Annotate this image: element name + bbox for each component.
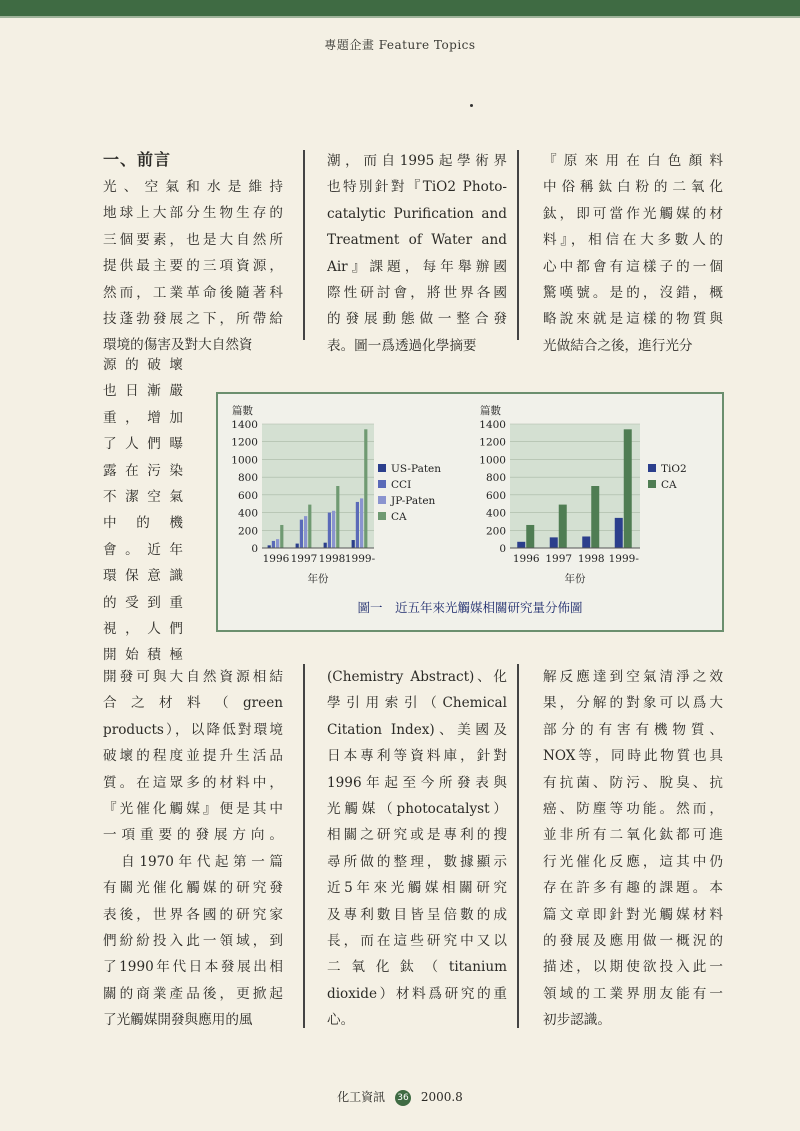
text-line: 中 的 機 xyxy=(103,515,183,532)
figure-caption: 圖一 近五年來光觸媒相關研究量分佈圖 xyxy=(357,600,583,615)
column-1-narrow xyxy=(103,352,183,669)
text-line: 有關光催化觸媒的研究發 xyxy=(103,880,283,897)
bar xyxy=(332,511,335,548)
text-line: 露在污染 xyxy=(103,462,183,479)
bar xyxy=(559,505,567,548)
text-line: 重，增加 xyxy=(103,409,183,426)
text-line: 光、空氣和水是維持 xyxy=(103,179,283,195)
text-line: 會。近年 xyxy=(103,541,183,558)
text-line: 表。圖一爲透過化學摘要 xyxy=(327,337,477,354)
y-tick-label: 200 xyxy=(237,525,258,538)
bar xyxy=(304,516,307,548)
column-2-top xyxy=(327,148,507,359)
bar xyxy=(308,505,311,548)
column-rule xyxy=(517,150,519,340)
text-line: 心。 xyxy=(327,1012,355,1029)
text-line: 『原來用在白色顏料 xyxy=(543,153,723,169)
text-line: 自1970年代起第一篇 xyxy=(103,853,283,870)
column-3-bottom xyxy=(543,664,723,1034)
text-line: 篇文章即針對光觸媒材料 xyxy=(543,906,723,923)
text-line: Treatment of Water and xyxy=(327,232,507,249)
y-tick-label: 1200 xyxy=(231,436,258,449)
x-tick-label: 1999- xyxy=(344,553,376,565)
text-line: 癌、防塵等功能。然而， xyxy=(543,801,723,818)
text-line: 一項重要的發展方向。 xyxy=(103,827,283,844)
text-line: 環境的傷害及對大自然資 xyxy=(103,337,253,354)
bar xyxy=(276,539,279,548)
text-line: 描述，以期使欲投入此一 xyxy=(543,959,723,976)
top-bar-edge xyxy=(0,16,800,18)
bar xyxy=(280,525,283,548)
y-tick-label: 0 xyxy=(251,543,258,555)
text-line: Citation Index)、美國及 xyxy=(327,721,507,738)
text-line: 了人們曝 xyxy=(103,436,183,453)
bar xyxy=(336,486,339,548)
bar xyxy=(582,536,590,548)
legend-label: JP-Paten xyxy=(391,495,436,507)
text-line: 的發展動態做一整合發 xyxy=(327,311,507,328)
text-line: 日本專利等資料庫，針對 xyxy=(327,748,507,765)
text-line: 了1990年代日本發展出相 xyxy=(103,959,283,976)
text-line: 破壞的程度並提升生活品 xyxy=(103,748,283,765)
text-line: 尋所做的整理，數據顯示 xyxy=(327,853,507,870)
x-tick-label: 1997 xyxy=(545,553,573,565)
bar xyxy=(356,502,359,548)
bar xyxy=(352,540,355,548)
x-tick-label: 1998 xyxy=(577,553,605,565)
text-line: Air』課題，每年舉辦國 xyxy=(327,258,507,275)
text-line: NOX等，同時此物質也具 xyxy=(543,748,723,765)
column-2-bottom xyxy=(327,664,507,1034)
x-axis-label: 年份 xyxy=(307,573,329,585)
text-line: 料』，相信在大多數人的 xyxy=(543,232,723,249)
text-line: 長，而在這些研究中又以 xyxy=(327,933,507,950)
text-line: 視，人們 xyxy=(103,621,183,638)
section-title: 一、前言 xyxy=(103,150,172,169)
text-line: 的發展及應用做一概況的 xyxy=(543,933,723,950)
x-tick-label: 1997 xyxy=(290,553,318,565)
text-line: 也特別針對『TiO2 Photo- xyxy=(327,179,507,196)
text-line: 合之材料（green xyxy=(103,695,283,712)
bar xyxy=(296,544,299,548)
y-tick-label: 600 xyxy=(485,489,506,502)
text-line: 光做結合之後，進行光分 xyxy=(543,337,693,354)
text-line: dioxide）材料爲研究的重 xyxy=(327,985,507,1002)
y-tick-label: 800 xyxy=(237,472,258,485)
text-line: 際性研討會，將世界各國 xyxy=(327,285,507,302)
text-line: 光觸媒（photocatalyst） xyxy=(327,801,507,818)
text-line: products），以降低對環境 xyxy=(103,721,283,738)
bar xyxy=(526,525,534,548)
text-line: 技蓬勃發展之下，所帶給 xyxy=(103,311,283,328)
x-axis-label: 年份 xyxy=(564,573,586,585)
bar xyxy=(364,429,367,548)
legend-label: TiO2 xyxy=(661,463,687,475)
text-line: 及專利數目皆呈倍數的成 xyxy=(327,906,507,923)
x-tick-label: 1998 xyxy=(318,553,346,565)
column-rule xyxy=(303,664,305,1028)
figure-1 xyxy=(216,392,724,632)
bar xyxy=(328,513,331,548)
text-line: 潮，而自1995起學術界 xyxy=(327,153,507,169)
text-line: 鈦，即可當作光觸媒的材 xyxy=(543,205,723,222)
y-tick-label: 1200 xyxy=(479,436,506,449)
chart-left xyxy=(222,398,472,598)
issue-date: 2000.8 xyxy=(420,1090,463,1104)
text-line: 質。在這眾多的材料中， xyxy=(103,774,283,791)
legend-swatch xyxy=(648,464,656,472)
text-line: 相關之研究或是專利的搜 xyxy=(327,827,507,844)
text-line: 地球上大部分生物生存的 xyxy=(103,205,283,222)
y-tick-label: 600 xyxy=(237,489,258,502)
y-tick-label: 800 xyxy=(485,472,506,485)
running-head: 專題企畫 Feature Topics xyxy=(324,38,476,52)
text-line: 環保意識 xyxy=(103,568,183,585)
text-line: 『光催化觸媒』便是其中 xyxy=(103,801,283,818)
column-1-bottom xyxy=(103,664,283,1034)
text-line: 心中都會有這樣子的一個 xyxy=(543,258,723,275)
page-number: 36 xyxy=(395,1090,411,1106)
text-line: 源的破壞 xyxy=(103,357,183,373)
text-line: 開發可與大自然資源相結 xyxy=(103,669,283,685)
print-speck xyxy=(470,104,473,107)
y-tick-label: 0 xyxy=(499,543,506,555)
text-line: 果，分解的對象可以爲大 xyxy=(543,695,723,712)
text-line: 也日漸嚴 xyxy=(103,383,183,400)
text-line: 初步認識。 xyxy=(543,1012,611,1029)
column-rule xyxy=(303,150,305,340)
text-line: 三個要素，也是大自然所 xyxy=(103,231,283,248)
text-line: 略說來就是這樣的物質與 xyxy=(543,311,723,328)
text-line: 解反應達到空氣清淨之效 xyxy=(543,669,723,685)
y-tick-label: 1000 xyxy=(231,454,258,467)
bar xyxy=(324,543,327,548)
text-line: 存在許多有趣的課題。本 xyxy=(543,880,723,897)
page-footer xyxy=(0,1088,800,1106)
text-line: 二氧化鈦（titanium xyxy=(327,959,507,976)
x-tick-label: 1999- xyxy=(608,553,639,565)
publication-name: 化工資訊 xyxy=(337,1090,386,1104)
legend-swatch xyxy=(378,512,386,520)
text-line: 了光觸媒開發與應用的風 xyxy=(103,1012,253,1029)
text-line: 關的商業產品後，更掀起 xyxy=(103,985,283,1002)
x-tick-label: 1996 xyxy=(262,553,290,565)
bar xyxy=(360,498,363,548)
text-line: 部分的有害有機物質、 xyxy=(543,721,723,738)
y-tick-label: 400 xyxy=(237,507,258,520)
text-line: 領域的工業界朋友能有一 xyxy=(543,985,723,1002)
legend-swatch xyxy=(378,496,386,504)
y-axis-label: 篇數 xyxy=(232,405,253,417)
legend-label: CA xyxy=(391,511,407,523)
column-rule xyxy=(517,664,519,1028)
text-line: 有抗菌、防污、脫臭、抗 xyxy=(543,774,723,791)
bar xyxy=(550,537,558,548)
y-tick-label: 1400 xyxy=(479,419,506,431)
bar xyxy=(624,429,632,548)
text-line: 學引用索引（Chemical xyxy=(327,695,507,712)
legend-label: CCI xyxy=(391,479,412,491)
text-line: (Chemistry Abstract)、化 xyxy=(327,669,507,685)
y-tick-label: 400 xyxy=(485,507,506,520)
text-line: 表後，世界各國的研究家 xyxy=(103,906,283,923)
y-tick-label: 200 xyxy=(485,525,506,538)
text-line: 然而，工業革命後隨著科 xyxy=(103,284,283,301)
text-line: 行光催化反應，這其中仍 xyxy=(543,853,723,870)
text-line: 中俗稱鈦白粉的二氧化 xyxy=(543,179,723,196)
chart-right xyxy=(470,398,720,598)
bar xyxy=(591,486,599,548)
bar xyxy=(300,520,303,548)
y-tick-label: 1400 xyxy=(231,419,258,431)
bar xyxy=(517,542,525,548)
text-line: 近5年來光觸媒相關研究 xyxy=(327,880,507,897)
legend-swatch xyxy=(648,480,656,488)
text-line: 們紛紛投入此一領域，到 xyxy=(103,933,283,950)
column-3-top xyxy=(543,148,723,359)
text-line: 的受到重 xyxy=(103,594,183,611)
y-axis-label: 篇數 xyxy=(480,405,501,417)
text-line: 不潔空氣 xyxy=(103,489,183,506)
text-line: 開始積極 xyxy=(103,647,183,664)
text-line: 驚嘆號。是的，沒錯，概 xyxy=(543,285,723,302)
x-tick-label: 1996 xyxy=(512,553,540,565)
text-line: 1996年起至今所發表與 xyxy=(327,774,507,791)
text-line: 並非所有二氧化鈦都可進 xyxy=(543,827,723,844)
legend-swatch xyxy=(378,480,386,488)
bar xyxy=(615,518,623,548)
legend-label: CA xyxy=(661,479,677,491)
legend-label: US-Paten xyxy=(391,463,442,475)
legend-swatch xyxy=(378,464,386,472)
top-color-bar xyxy=(0,0,800,16)
text-line: 提供最主要的三項資源， xyxy=(103,258,283,275)
column-1-top xyxy=(103,174,283,359)
text-line: catalytic Purification and xyxy=(327,205,507,222)
bar xyxy=(272,541,275,548)
y-tick-label: 1000 xyxy=(479,454,506,467)
